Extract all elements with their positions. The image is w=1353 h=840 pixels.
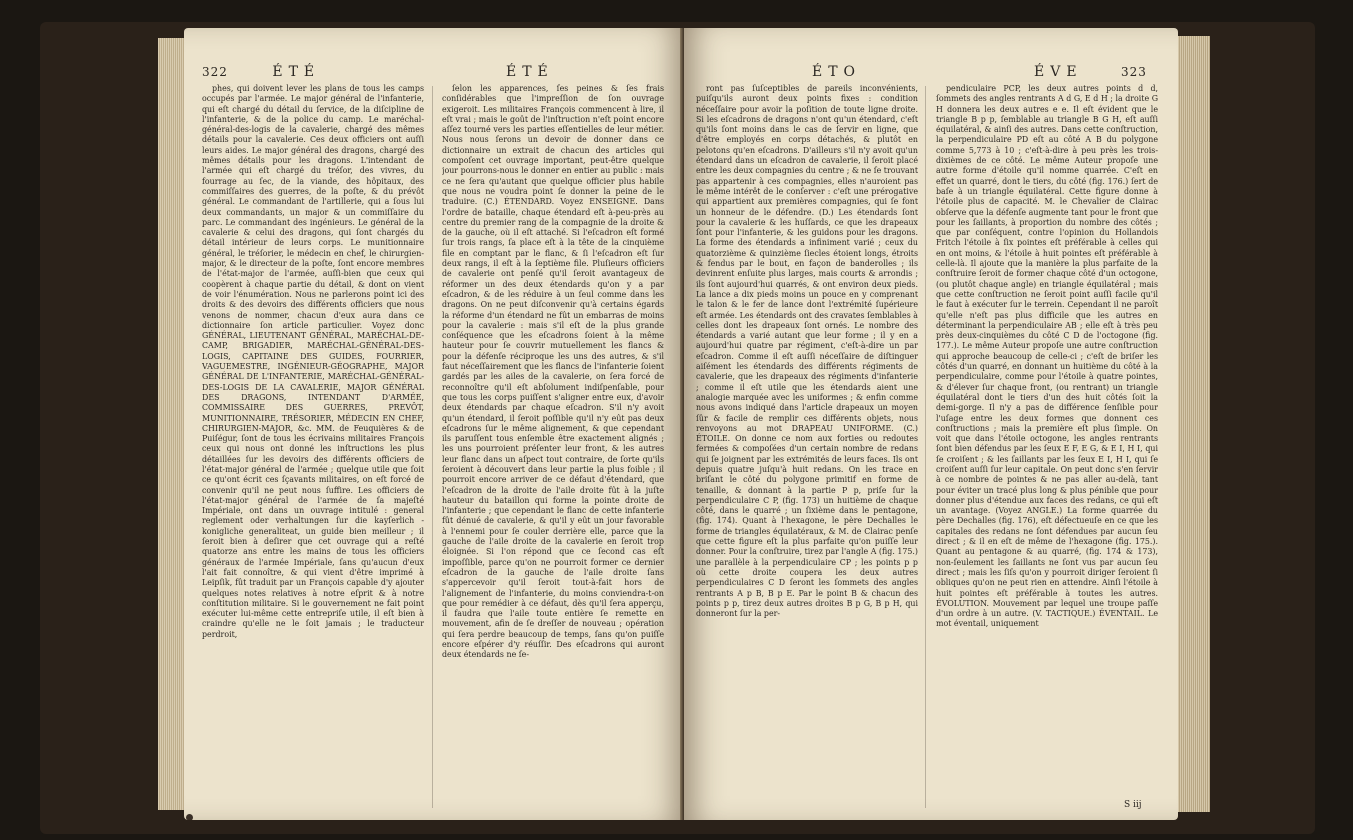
left-column-1 <box>202 84 424 812</box>
left-column-2 <box>442 84 664 812</box>
left-running-head-2: ÉTÉ <box>506 64 554 80</box>
left-column-2-text: ſelon les apparences, ſes peines & ſes frais conſidérables que l'impreſſion de ſon ouvrage exigeroit. Les militaires François commencent à lire, il eſt vrai ; mais le goût de l'inſtruction n'eſt point encore aſſez tourné vers les parties eſſentielles de leur métier. Nous nous ſerons un devoir de donner dans ce dictionnaire un extrait de chacun des articles qui compoſent cet ouvrage important, peut-être quelque jour pourrons-nous le donner en entier au public : mais ce ne ſera qu'autant que quelque officier plus habile que nous ne voudra point ſe donner la peine de le traduire. (C.) ÉTENDARD. Voyez ENSEIGNE. Dans l'ordre de bataille, chaque étendard eſt à-peu-près au centre du premier rang de la compagnie de la droite & de la gauche, où il eſt attaché. Si l'eſcadron eſt formé ſur trois rangs, ſa place eſt à la tête de la cinquième file en comptant par le flanc, & ſi l'eſcadron eſt ſur deux rangs, il eſt à la ſeptième file. Pluſieurs officiers de cavalerie ont penſé qu'il ſeroit avantageux de réformer un des deux étendards qu'on y a par eſcadron, & de les réduire à un ſeul comme dans les dragons. On ne peut diſconvenir qu'à certains égards la réforme d'un étendard ne fût un embarras de moins pour la cavalerie : mais s'il eſt de la plus grande conſéquence que les eſcadrons ſoient à la même hauteur pour ſe couvrir mutuellement les flancs & pour la défenſe réciproque les uns des autres, & s'il faut néceſſairement que les flancs de l'infanterie ſoient gardés par les ailes de la cavalerie, on ſera forcé de reconnoître qu'il eſt abſolument indiſpenſable, pour que tous les corps puiſſent s'aligner entre eux, d'avoir deux étendards par chaque eſcadron. S'il n'y avoit qu'un étendard, il ſeroit poſſible qu'il n'y eût pas deux eſcadrons ſur le même alignement, & que cependant ils paruſſent tous enſemble être exactement alignés ; les uns pourroient préſenter leur front, & les autres leur flanc dans un aſpect tout contraire, de ſorte qu'ils ſeroient à découvert dans leur partie la plus foible ; il pourroit encore arriver de ce défaut d'étendard, que l'eſcadron de la droite de l'aile droite fût à la juſte hauteur du bataillon qui forme la pointe droite de l'infanterie ; que cependant le flanc de cette infanterie fût dénué de cavalerie, & qu'il y eût un jour favorable à l'ennemi pour ſe couler derrière elle, parce que la gauche de l'aile droite de la cavalerie en ſeroit trop éloignée. Si l'on répond que ce ſecond cas eſt impoſſible, parce qu'on ne pourroit former ce dernier eſcadron de la gauche de l'aile droite ſans s'appercevoir qu'il ſeroit tout-à-fait hors de l'alignement de l'infanterie, du moins conviendra-t-on que pour remédier à ce défaut, dès qu'il ſera apperçu, il faudra que l'aile toute entière ſe remette en mouvement, afin de ſe dreſſer de nouveau ; opération qui ſera perdre beaucoup de temps, ſans qu'on puiſſe encore eſpérer d'y réuſſir. Des eſcadrons qui auront deux étendards ne ſe- <box>442 84 664 660</box>
right-page-header <box>1034 64 1147 80</box>
left-page-number: 322 <box>202 65 228 79</box>
left-column-divider <box>432 86 433 808</box>
right-column-2 <box>936 84 1158 812</box>
right-page-edges <box>1176 36 1210 812</box>
right-column-divider <box>925 86 926 808</box>
left-page <box>184 28 684 820</box>
right-page-number: 323 <box>1121 65 1147 79</box>
right-column-1-text: ront pas ſuſceptibles de pareils inconvénients, puiſqu'ils auront deux points fixes : condition néceſſaire pour avoir la poſition de toute ligne droite. Si les eſcadrons de dragons n'ont qu'un étendard, c'eſt qu'ils ſont moins dans le cas de ſervir en ligne, que d'être employés en corps détachés, & plutôt en pelotons qu'en eſcadrons. D'ailleurs s'il n'y avoit qu'un étendard dans un eſcadron de cavalerie, il ſeroit placé entre les deux compagnies du centre ; & ne ſe trouvant pas appartenir à ces compagnies, elles n'auroient pas le même intérêt de le conſerver : c'eſt une prérogative qui appartient aux premières compagnies, qui ſe font un honneur de le défendre. (D.) Les étendards ſont pour la cavalerie & les huſſards, ce que les drapeaux ſont pour l'infanterie, & les guidons pour les dragons. La forme des étendards a infiniment varié ; ceux du quatorzième & quinzième ſiecles étoient longs, étroits & fendus par le bout, en façon de banderolles ; ils devinrent enſuite plus larges, mais courts & arrondis ; ils ſont aujourd'hui quarrés, & ont environ deux pieds. La lance a dix pieds moins un pouce en y comprenant le talon & le fer de lance dont l'extrémité ſupérieure eſt armée. Les étendards ont des cravates ſemblables à celles dont les drapeaux ſont ornés. Le nombre des étendards a varié autant que leur forme ; il y en a aujourd'hui quatre par régiment, c'eſt-à-dire un par eſcadron. Comme il eſt auſſi néceſſaire de diſtinguer aiſément les étendards des différents régiments de cavalerie, que les drapeaux des régiments d'infanterie ; comme il eſt utile que les étendards aient une analogie marquée avec les uniformes ; & enfin comme nous avons indiqué dans l'article drapeaux un moyen ſûr & facile de remplir ces différents objets, nous renvoyons au mot DRAPEAU UNIFORME. (C.) ÉTOILE. On donne ce nom aux forties ou redoutes fermées & compoſées d'un certain nombre de redans qui ſe joignent par les extrémités de leurs faces. Ils ont depuis quatre juſqu'à huit redans. On les trace en briſant le côté du polygone primitif en forme de tenaille, & donnant à la partie P p, priſe ſur la perpendiculaire C P, (fig. 173) un huitième de chaque côté, dans le quarré ; un ſixième dans le pentagone, (fig. 174). Quant à l'hexagone, le père Dechalles le forme de triangles équilatéraux, & M. de Clairac penſe que cette figure eſt la plus parfaite qu'on puiſſe leur donner. Pour la conſtruire, tirez par l'angle A (fig. 175.) une parallèle à la perpendiculaire CP ; les points p p où cette droite coupera les deux autres perpendiculaires C D ſeront les ſommets des angles rentrants A p B, B p E. Par le point B & chacun des points p p, tirez deux autres droites B p G, B p H, qui donneront ſur la per- <box>696 84 918 619</box>
left-running-head-1: ÉTÉ <box>272 64 321 80</box>
left-column-1-text: phes, qui doivent lever les plans de tous les camps occupés par l'armée. Le major général de l'infanterie, qui eſt chargé du détail du ſervice, de la diſcipline de l'infanterie, & de la police du camp. Le maréchal-général-des-logis de la cavalerie, chargé des mêmes détails pour la cavalerie. Ces deux officiers ont auſſi leurs aides. Le major général des dragons, chargé des mêmes détails pour les dragons. L'intendant de l'armée qui eſt chargé du tréſor, des vivres, du fourrage au ſec, de la viande, des hôpitaux, des commiſſaires des guerres, de la poſte, & du prévôt général. Le commandant de l'artillerie, qui a ſous lui deux commandants, un major & un commiſſaire du parc. Le commandant des ingénieurs. Le général de la cavalerie & celui des dragons, qui ſont chargés du détail intérieur de leurs corps. Le munitionnaire général, le tréſorier, le médecin en chef, le chirurgien-major, & le directeur de la poſte, ſont encore membres de l'état-major de l'armée, auſſi-bien que ceux qui coopèrent à chaque partie du détail, & dont on vient de voir l'énumération. Nous ne parlerons point ici des droits & des devoirs des différents officiers que nous venons de nommer, chacun d'eux aura dans ce dictionnaire ſon article particulier. Voyez donc GÉNÉRAL, LIEUTENANT GÉNÉRAL, MARÉCHAL-DE-CAMP, BRIGADIER, MARÉCHAL-GÉNÉRAL-DES-LOGIS, CAPITAINE DES GUIDES, FOURRIER, VAGUEMESTRE, INGÉNIEUR-GÉOGRAPHE, MAJOR GÉNÉRAL DE L'INFANTERIE, MARÉCHAL-GÉNÉRAL-DES-LOGIS DE LA CAVALERIE, MAJOR GÉNÉRAL DES DRAGONS, INTENDANT D'ARMÉE, COMMISSAIRE DES GUERRES, PREVÔT, MUNITIONNAIRE, TRÉSORIER, MÉDECIN EN CHEF, CHIRURGIEN-MAJOR, &c. MM. de Feuquières & de Puiſégur, ſont de tous les écrivains militaires François ceux qui nous ont donné les inſtructions les plus détaillées ſur les devoirs des différents officiers de l'état-major général de l'armée ; quelque utile que ſoit ce qu'ont écrit ces ſçavants militaires, on eſt forcé de convenir qu'il ne peut nous ſuffire. Les officiers de l'état-major général de l'armée de ſa majeſté Impériale, ont dans un ouvrage intitulé : general reglement oder verhaltungen ſur die kayſerlich - konigliche generaliteat, un guide bien meilleur ; il ſeroit bien à deſirer que cet ouvrage qui a reſté quatorze ans entre les mains de tous les officiers généraux de l'armée Impériale, ſans qu'aucun d'eux l'ait fait connoître, & qui vient d'être imprimé à Leipſik, fût traduit par un François capable d'y ajouter quelques notes relatives à notre eſprit & à notre conſtitution militaire. Si le gouvernement ne fait point exécuter lui-même cette entrepriſe utile, il eſt bien à craindre qu'elle ne le ſoit jamais ; le traducteur perdroit, <box>202 84 424 639</box>
right-column-2-text: pendiculaire PCP, les deux autres points d d, ſommets des angles rentrants A d G, E d H ; la droite G H donnera les deux autres e e. Il eſt évident que le triangle B p p, ſemblable au triangle B G H, eſt auſſi équilatéral, & ainſi des autres. Dans cette conſtruction, la perpendiculaire PD eſt au côté A B du polygone comme 5,773 à 10 ; c'eſt-à-dire à peu près les trois-dixièmes de ce côté. Le même Auteur propoſe une autre forme d'étoile qu'il nomme quarrée. C'eſt en effet un quarré, dont le tiers, du côté (fig. 176.) ſert de baſe à un triangle équilatéral. Cette figure donne à l'étoile plus de capacité. M. le Chevalier de Clairac obſerve que la défenſe augmente tant pour le front que pour les ſaillants, à proportion du nombre des côtés ; que par conſéquent, contre l'opinion du Hollandois Fritch l'étoile à ſix pointes eſt préférable à celles qui en ont moins, & l'étoile à huit pointes eſt préférable à celle-là. Il ajoute que la manière la plus parfaite de la conſtruire ſeroit de former chaque côté d'un octogone, (ou plutôt chaque angle) en triangle équilatéral ; mais que cette conſtruction ne ſeroit point auſſi facile qu'il le faut à exécuter ſur le terrein. Cependant il ne paroît qu'elle n'eſt pas plus difficile que les autres en déterminant la perpendiculaire AB ; elle eſt à très peu près deux-cinquièmes du côté C D de l'octogone (fig. 177.). Le même Auteur propoſe une autre conſtruction qui approche beaucoup de celle-ci ; c'eſt de briſer les côtés d'un quarré, en donnant un huitième du côté à la perpendiculaire, comme pour l'étoile à quatre pointes, & d'élever ſur chaque front, (ou rentrant) un triangle équilatéral dont le tiers d'un des huit côtés ſoit la demi-gorge. Il n'y a pas de différence ſenſible pour l'uſage entre les deux formes que donnent ces conſtructions ; mais la première eſt plus ſimple. On voit que dans l'étoile octogone, les angles rentrants ſont bien défendus par les ſeux E F, E G, & E I, H I, qui ſe croiſent ; & les ſaillants par les ſeux E I, H I, qui ſe croiſent auſſi ſur leur capitale. On peut donc s'en ſervir à ce nombre de pointes & ne pas aller au-delà, tant pour éviter un tracé plus long & plus pénible que pour donner plus d'étendue aux faces des redans, ce qui eſt un avantage. (Voyez ANGLE.) La forme quarrée du père Dechalles (fig. 176), eſt défectueuſe en ce que les capitales des redans ne ſont défendues par aucun ſeu direct ; & il en eſt de même de l'hexagone (fig. 175.). Quant au pentagone & au quarré, (fig. 174 & 173), non-ſeulement les ſaillants ne ſont vus par aucun ſeu direct ; mais les ſiſs qu'on y pourroit diriger ſeroient ſi obliques qu'on ne peut rien en attendre. Ainſi l'étoile à huit pointes eſt préférable à toutes les autres. ÉVOLUTION. Mouvement par lequel une troupe paſſe d'un ordre à un autre. (V. TACTIQUE.) ÉVENTAIL. Le mot éventail, uniquement <box>936 84 1158 629</box>
right-running-head-1: ÉTO <box>812 64 862 80</box>
right-running-head-2: ÉVE <box>1034 64 1083 80</box>
left-page-edges <box>158 38 186 810</box>
left-page-header <box>202 64 320 80</box>
right-page <box>684 28 1178 820</box>
page-signature: S iij <box>1124 800 1142 810</box>
right-column-1 <box>696 84 918 812</box>
left-page-dot <box>186 814 193 820</box>
